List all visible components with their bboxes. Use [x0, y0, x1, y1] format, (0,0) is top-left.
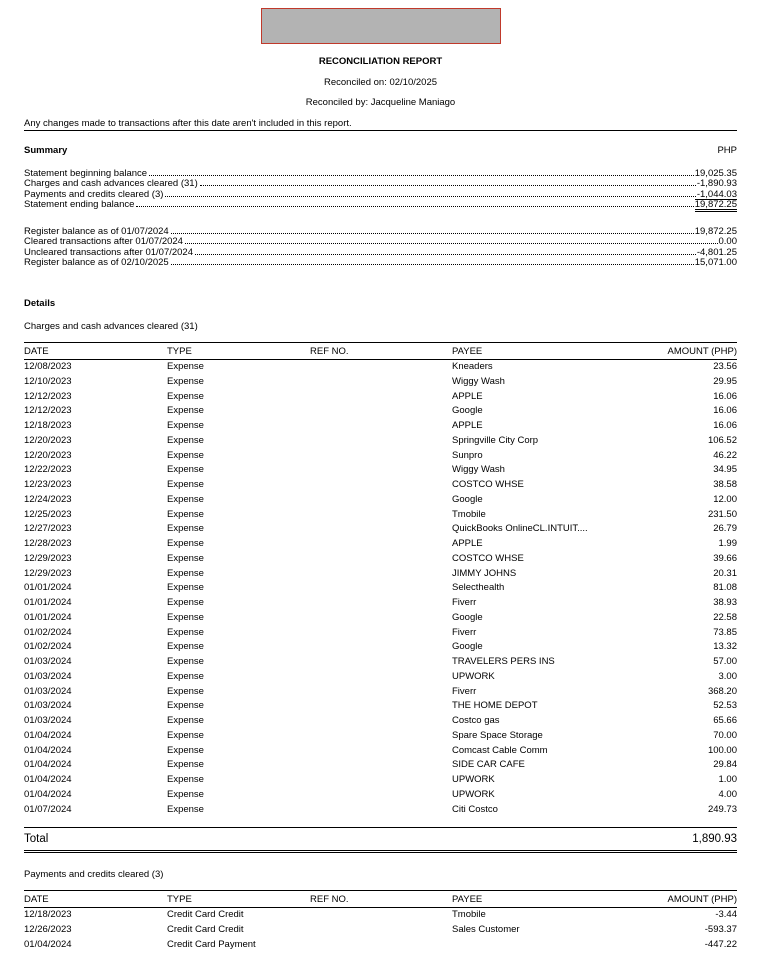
- col-amount: AMOUNT (PHP): [622, 891, 737, 908]
- cell-date: 12/29/2023: [24, 552, 72, 564]
- cell-amount: 20.31: [713, 567, 737, 579]
- cell-date: 01/02/2024: [24, 641, 72, 653]
- cell-type: Expense: [167, 582, 204, 594]
- summary-row: Charges and cash advances cleared (31) -1,890.93: [24, 178, 737, 190]
- table-row: [24, 537, 737, 552]
- summary-group-2: [24, 225, 737, 266]
- cell-amount: 368.20: [707, 685, 737, 697]
- cell-date: 12/12/2023: [24, 390, 72, 402]
- table-row: [24, 758, 737, 773]
- cell-amount: 16.06: [713, 390, 737, 402]
- col-ref: REF NO.: [310, 891, 452, 908]
- cell-date: 12/27/2023: [24, 523, 72, 535]
- col-type: TYPE: [167, 891, 310, 908]
- total-label: Total: [24, 833, 49, 845]
- cell-payee: TRAVELERS PERS INS: [452, 656, 555, 667]
- cell-payee: UPWORK: [452, 774, 495, 785]
- cell-type: Expense: [167, 641, 204, 653]
- table-row: [24, 360, 737, 375]
- cell-payee: Citi Costco: [452, 803, 498, 815]
- cell-date: 01/04/2024: [24, 729, 72, 741]
- cell-type: Expense: [167, 493, 204, 505]
- table-row: [24, 449, 737, 464]
- cell-ref: [310, 404, 452, 419]
- report-title: RECONCILIATION REPORT: [318, 56, 443, 67]
- cell-amount: 3.00: [718, 670, 737, 682]
- cell-ref: [310, 537, 452, 552]
- cell-amount: 4.00: [718, 788, 737, 800]
- cell-amount: 46.22: [713, 449, 737, 461]
- cell-ref: [310, 596, 452, 611]
- cell-payee: Costco gas: [452, 715, 500, 726]
- cell-amount: 29.84: [713, 759, 737, 771]
- cell-ref: [310, 923, 452, 938]
- cell-amount: 1.99: [718, 538, 737, 549]
- summary-row: Payments and credits cleared (3) -1,044.03: [24, 188, 737, 200]
- cell-type: Expense: [167, 774, 204, 785]
- table-row: [24, 773, 737, 788]
- cell-type: Expense: [167, 375, 204, 387]
- cell-date: 12/18/2023: [24, 420, 72, 431]
- cell-ref: [310, 375, 452, 390]
- table-row: [24, 670, 737, 685]
- cell-type: Expense: [167, 700, 204, 712]
- cell-payee: Kneaders: [452, 361, 493, 372]
- cell-payee: Google: [452, 611, 483, 623]
- cell-type: Expense: [167, 449, 204, 461]
- cell-type: Expense: [167, 803, 204, 815]
- cell-date: 01/04/2024: [24, 774, 72, 785]
- cell-payee: COSTCO WHSE: [452, 552, 524, 564]
- cell-type: Credit Card Credit: [167, 923, 244, 935]
- cell-payee: Wiggy Wash: [452, 464, 505, 476]
- cell-amount: 231.50: [707, 508, 737, 520]
- cell-ref: [310, 567, 452, 582]
- table-row: [24, 567, 737, 582]
- report-notice: Any changes made to transactions after this date aren't included in this report.: [24, 118, 737, 131]
- cell-ref: [310, 744, 452, 759]
- cell-amount: 12.00: [713, 493, 737, 505]
- cell-ref: [310, 611, 452, 626]
- table-row: [24, 714, 737, 729]
- col-date: DATE: [24, 891, 167, 908]
- cell-payee: APPLE: [452, 538, 483, 549]
- cell-date: 12/28/2023: [24, 538, 72, 549]
- cell-type: Expense: [167, 464, 204, 476]
- summary-row: Register balance as of 01/07/2024 19,872.25: [24, 226, 737, 237]
- cell-date: 12/20/2023: [24, 434, 72, 446]
- reconciled-by: Reconciled by: Jacqueline Maniago: [305, 97, 456, 108]
- cell-type: Expense: [167, 729, 204, 741]
- table-row: [24, 685, 737, 700]
- cell-date: 12/08/2023: [24, 361, 72, 372]
- cell-ref: [310, 478, 452, 493]
- cell-date: 12/12/2023: [24, 405, 72, 417]
- cell-type: Expense: [167, 567, 204, 579]
- cell-date: 12/29/2023: [24, 567, 72, 579]
- cell-payee: Google: [452, 493, 483, 505]
- cell-type: Expense: [167, 508, 204, 520]
- details-heading: Details: [24, 298, 56, 309]
- cell-amount: 16.06: [713, 405, 737, 417]
- table-row: [24, 390, 737, 405]
- cell-type: Expense: [167, 405, 204, 417]
- summary-row: Cleared transactions after 01/07/2024 0.00: [24, 236, 737, 248]
- cell-type: Expense: [167, 611, 204, 623]
- cell-amount: -447.22: [704, 938, 737, 950]
- table-row: [24, 640, 737, 655]
- cell-date: 01/03/2024: [24, 656, 72, 667]
- table-row: [24, 788, 737, 803]
- cell-payee: Selecthealth: [452, 582, 505, 594]
- cell-type: Expense: [167, 479, 204, 490]
- cell-type: Expense: [167, 597, 204, 608]
- table-row: [24, 744, 737, 759]
- cell-ref: [310, 626, 452, 641]
- cell-date: 01/01/2024: [24, 611, 72, 623]
- col-date: DATE: [24, 343, 167, 360]
- cell-amount: 23.56: [713, 361, 737, 372]
- cell-type: Expense: [167, 361, 204, 372]
- table-row: [24, 923, 737, 938]
- cell-payee: [452, 938, 622, 953]
- cell-ref: [310, 788, 452, 803]
- cell-payee: Spare Space Storage: [452, 729, 543, 741]
- table-row: [24, 478, 737, 493]
- cell-amount: 34.95: [713, 464, 737, 476]
- table-row: [24, 655, 737, 670]
- table-row: [24, 699, 737, 714]
- cell-type: Expense: [167, 390, 204, 402]
- table-row: [24, 803, 737, 818]
- cell-type: Expense: [167, 656, 204, 667]
- cell-payee: APPLE: [452, 390, 483, 402]
- summary-row: Uncleared transactions after 01/07/2024 -4,801.25: [24, 246, 737, 258]
- table-row: [24, 493, 737, 508]
- summary-currency: PHP: [717, 145, 737, 156]
- cell-amount: 106.52: [707, 434, 737, 446]
- cell-type: Expense: [167, 670, 204, 682]
- col-payee: PAYEE: [452, 343, 622, 360]
- cell-amount: 26.79: [713, 523, 737, 535]
- col-amount: AMOUNT (PHP): [622, 343, 737, 360]
- cell-ref: [310, 360, 452, 375]
- cell-date: 12/20/2023: [24, 449, 72, 461]
- charges-header-row: [24, 343, 737, 360]
- cell-amount: 57.00: [713, 656, 737, 667]
- cell-payee: Springville City Corp: [452, 434, 539, 446]
- cell-ref: [310, 699, 452, 714]
- cell-date: 12/24/2023: [24, 493, 72, 505]
- cell-amount: 39.66: [713, 552, 737, 564]
- cell-amount: 70.00: [713, 729, 737, 741]
- payments-header-row: [24, 891, 737, 908]
- cell-payee: UPWORK: [452, 670, 495, 682]
- cell-date: 01/04/2024: [24, 788, 72, 800]
- cell-ref: [310, 714, 452, 729]
- col-ref: REF NO.: [310, 343, 452, 360]
- cell-date: 12/18/2023: [24, 909, 72, 920]
- summary-row: Register balance as of 02/10/2025 15,071.00: [24, 256, 737, 268]
- table-row: [24, 508, 737, 523]
- cell-amount: -3.44: [715, 909, 737, 920]
- cell-amount: 16.06: [713, 420, 737, 431]
- cell-type: Expense: [167, 626, 204, 638]
- cell-payee: APPLE: [452, 420, 483, 431]
- cell-payee: Sunpro: [452, 449, 483, 461]
- cell-ref: [310, 908, 452, 923]
- cell-type: Expense: [167, 538, 204, 549]
- cell-date: 01/04/2024: [24, 938, 72, 950]
- cell-amount: 1.00: [718, 774, 737, 785]
- cell-amount: 38.58: [713, 479, 737, 490]
- cell-date: 12/25/2023: [24, 508, 72, 520]
- cell-date: 01/01/2024: [24, 582, 72, 594]
- table-row: [24, 463, 737, 478]
- table-row: [24, 434, 737, 449]
- cell-ref: [310, 493, 452, 508]
- cell-ref: [310, 729, 452, 744]
- cell-ref: [310, 640, 452, 655]
- cell-payee: SIDE CAR CAFE: [452, 759, 525, 771]
- cell-payee: Tmobile: [452, 508, 486, 520]
- summary-group-1: [24, 167, 737, 208]
- payments-table: [24, 890, 737, 952]
- summary-heading: Summary: [24, 145, 68, 156]
- redacted-company-name: [261, 8, 501, 44]
- cell-date: 12/23/2023: [24, 479, 72, 490]
- col-payee: PAYEE: [452, 891, 622, 908]
- col-type: TYPE: [167, 343, 310, 360]
- cell-amount: 52.53: [713, 700, 737, 712]
- cell-amount: 73.85: [713, 626, 737, 638]
- reconciled-on: Reconciled on: 02/10/2025: [323, 77, 438, 88]
- cell-payee: Google: [452, 641, 483, 653]
- total-value: 1,890.93: [692, 833, 737, 845]
- cell-ref: [310, 938, 452, 953]
- cell-type: Expense: [167, 788, 204, 800]
- charges-table: [24, 342, 737, 817]
- cell-type: Expense: [167, 420, 204, 431]
- charges-total: [24, 827, 737, 853]
- cell-date: 01/04/2024: [24, 744, 72, 756]
- cell-ref: [310, 581, 452, 596]
- cell-date: 01/03/2024: [24, 670, 72, 682]
- table-row: [24, 581, 737, 596]
- cell-payee: QuickBooks OnlineCL.INTUIT....: [452, 523, 588, 535]
- cell-payee: Sales Customer: [452, 923, 520, 935]
- table-row: [24, 938, 737, 953]
- cell-type: Expense: [167, 759, 204, 771]
- payments-section-title: Payments and credits cleared (3): [24, 869, 164, 880]
- charges-section-title: Charges and cash advances cleared (31): [24, 321, 198, 332]
- cell-date: 01/02/2024: [24, 626, 72, 638]
- cell-payee: JIMMY JOHNS: [452, 567, 517, 579]
- table-row: [24, 626, 737, 641]
- cell-ref: [310, 434, 452, 449]
- cell-date: 01/03/2024: [24, 685, 72, 697]
- cell-ref: [310, 552, 452, 567]
- cell-date: 12/22/2023: [24, 464, 72, 476]
- cell-ref: [310, 670, 452, 685]
- cell-payee: Wiggy Wash: [452, 375, 505, 387]
- cell-ref: [310, 449, 452, 464]
- table-row: [24, 404, 737, 419]
- cell-type: Credit Card Credit: [167, 909, 244, 920]
- cell-payee: Fiverr: [452, 685, 477, 697]
- cell-type: Expense: [167, 523, 204, 535]
- cell-type: Expense: [167, 552, 204, 564]
- table-row: [24, 596, 737, 611]
- cell-payee: Comcast Cable Comm: [452, 744, 548, 756]
- cell-payee: THE HOME DEPOT: [452, 700, 538, 712]
- table-row: [24, 522, 737, 537]
- cell-ref: [310, 390, 452, 405]
- cell-ref: [310, 803, 452, 818]
- cell-ref: [310, 463, 452, 478]
- summary-row: Statement beginning balance 19,025.35: [24, 168, 737, 179]
- cell-ref: [310, 522, 452, 537]
- cell-type: Expense: [167, 685, 204, 697]
- cell-payee: Tmobile: [452, 909, 486, 920]
- cell-type: Expense: [167, 744, 204, 756]
- cell-ref: [310, 758, 452, 773]
- cell-type: Expense: [167, 434, 204, 446]
- cell-date: 01/03/2024: [24, 700, 72, 712]
- cell-amount: 29.95: [713, 375, 737, 387]
- cell-amount: 38.93: [713, 597, 737, 608]
- cell-date: 01/03/2024: [24, 715, 72, 726]
- cell-payee: Fiverr: [452, 626, 477, 638]
- cell-ref: [310, 685, 452, 700]
- cell-ref: [310, 419, 452, 434]
- table-row: [24, 375, 737, 390]
- cell-amount: 13.32: [713, 641, 737, 653]
- table-row: [24, 552, 737, 567]
- table-row: [24, 611, 737, 626]
- cell-date: 01/04/2024: [24, 759, 72, 771]
- cell-amount: -593.37: [704, 923, 737, 935]
- summary-row: Statement ending balance 19,872.25: [24, 198, 737, 210]
- cell-amount: 65.66: [713, 715, 737, 726]
- cell-date: 01/01/2024: [24, 597, 72, 608]
- cell-payee: COSTCO WHSE: [452, 479, 524, 490]
- cell-payee: Google: [452, 405, 483, 417]
- cell-date: 12/26/2023: [24, 923, 72, 935]
- cell-amount: 81.08: [713, 582, 737, 594]
- cell-amount: 100.00: [707, 744, 737, 756]
- table-row: [24, 419, 737, 434]
- cell-payee: Fiverr: [452, 597, 477, 608]
- cell-amount: 22.58: [713, 611, 737, 623]
- cell-ref: [310, 655, 452, 670]
- table-row: [24, 908, 737, 923]
- cell-ref: [310, 508, 452, 523]
- cell-payee: UPWORK: [452, 788, 495, 800]
- table-row: [24, 729, 737, 744]
- cell-date: 12/10/2023: [24, 375, 72, 387]
- cell-date: 01/07/2024: [24, 803, 72, 815]
- cell-type: Expense: [167, 715, 204, 726]
- cell-type: Credit Card Payment: [167, 938, 256, 950]
- cell-ref: [310, 773, 452, 788]
- cell-amount: 249.73: [707, 803, 737, 815]
